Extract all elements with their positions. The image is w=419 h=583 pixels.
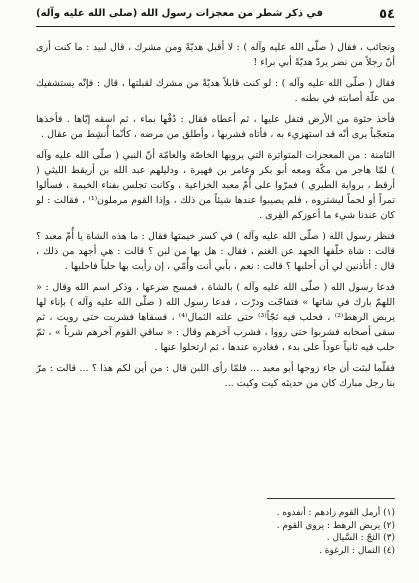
paragraph: الثامنة : من المعجزات المتواترة التي يرويها الخاصّة والعامّة أنّ النبي ( صلّى الله عليه وآله ) لمّا هاجر من مكّة ومعه أبو بكر وعامر بن فهيرة ، ودليلهم عبد الله بن أريقط الليثي ( أرقط ، برواية الطبري ) فمرّوا على أُمّ معبد الخزاعية ، وكانت تجلس بفناء الخيمة ، فسألوا تمراً أو لحماً ليشتروه ، فلم يصيبوا عندها شيئاً من ذلك ، وإذا القوم مرملون⁽¹⁾ ، فقالت : لو كان عندنا شيء ما أعوزكم القِرى . xyxy=(36,150,396,221)
paragraph: ونجائب ، فقال ( صلّى الله عليه وآله ) : لا أقبل هديّةً ومن مشرك ، قال لبيد : ما كنت أرى أنّ رجلاً من نضر يردّ هديّةً أبي براء ! xyxy=(36,42,395,68)
page-number: ٥٤ xyxy=(379,7,395,22)
page-header xyxy=(36,6,395,28)
running-title: في ذكر شطر من معجزات رسول الله (صلى الله عليه وآله) xyxy=(36,8,324,19)
paragraph: فنظر رسول الله ( صلّى الله عليه وآله ) في كسر خيمتها فقال : ما هذه الشاة يا أُمّ معبد ؟ قالت : شاة خلّفها الجهد عن الغنم ، فقال : هل بها من لبن ؟ قالت : هي أجهد من ذلك ، قال : أتأذنين لي أن أحلبها ؟ قالت : نعم ، بأبي أنت وأُمّي ، إن رأيت بها حلباً فاحلبها . xyxy=(36,231,395,272)
footnote: (٢) يربض الرهط : يروي القوم . xyxy=(276,520,395,531)
header-divider xyxy=(36,26,395,27)
paragraph: فدعا رسول الله ( صلّى الله عليه وآله ) بالشاة ، فمسح ضرعها ، وذكر اسم الله وقال : « اللهمّ بارك في شاتها » فتفاجّت ودرّت ، فدعا رسول الله ( صلّى الله عليه وآله ) بإناء لها يربض الرهط⁽²⁾ ، فحلب فيه ثجّاً⁽³⁾ حتى علته الثمال⁽⁴⁾ ، فسقاها فشربت حتى رويت ، ثم سقى أصحابه فشربوا حتى رووا ، فشرب آخرهم وقال : « ساقي القوم آخرهم شرباً » ، ثمّ حلب فيه ثانياً عوداً على بدء ، فغادره عندها ، ثم ارتحلوا عنها . xyxy=(36,282,396,353)
footnotes xyxy=(195,507,395,557)
paragraph: فقلّما لبثت أن جاء زوجها أبو معبد ... فلمّا رأى اللبن قال : من أين لكم هذا ؟ ... قالت : مرّ بنا رجل مبارك كان من حديثه كيت وكيت ... xyxy=(36,363,395,389)
footnote: (٣) الثجّ : السَّيال . xyxy=(326,533,395,543)
paragraph: فقال ( صلّى الله عليه وآله ) : لو كنت قابلاً هديّةً من مشرك لقبلتها ، قال : فإنّه يستشفيك من علّة أصابته في بطنه . xyxy=(36,78,395,104)
footnote-divider xyxy=(267,498,395,499)
paragraph: فأخذ حثوة من الأرض فتفل عليها ، ثم أعطاه فقال : دُفْها بماء ، ثم اسقه إيّاها . فأخذها متعجّباً يرى أنّه قد استهزيء به ، فأتاه فشربها ، وأطلق من مرضه ، كأنّما أُنشِط من عقال . xyxy=(36,114,395,140)
footnote: (١) أرمل القوم زادهم : أنفدوه . xyxy=(276,508,395,518)
page-body xyxy=(36,40,395,397)
footnote: (٤) الثمال : الرغوة . xyxy=(319,545,395,556)
